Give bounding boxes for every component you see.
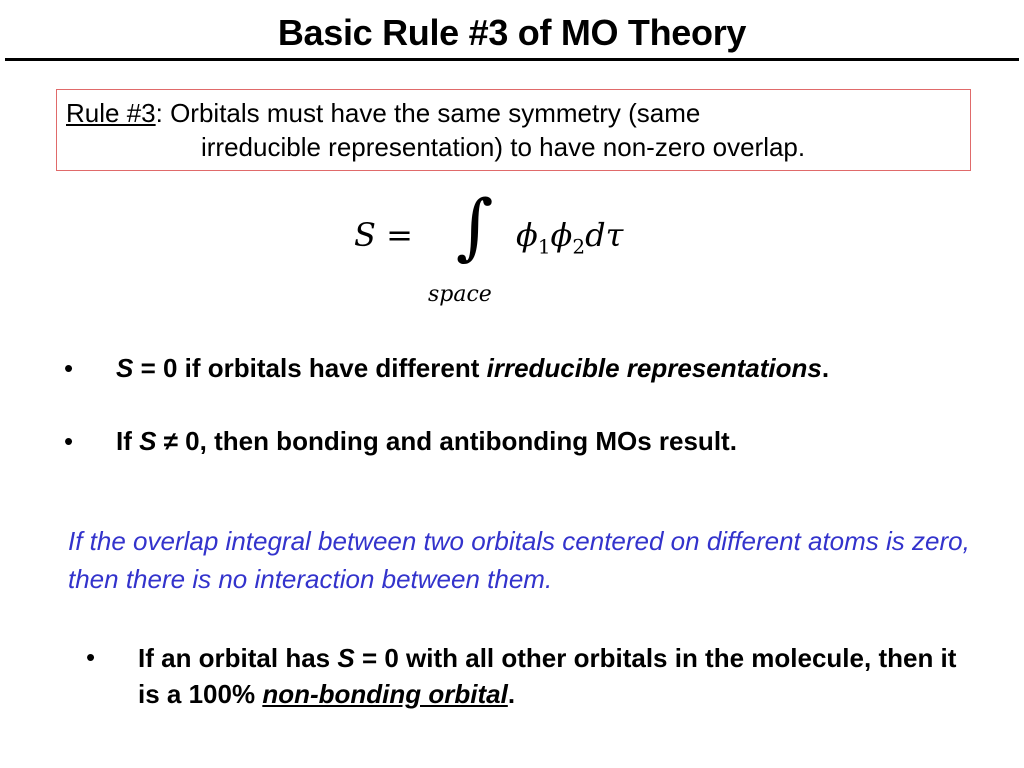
bullet-text-part: = 0 with all other orbitals in the molecule, then it is a 100% xyxy=(138,643,957,709)
bullet-text xyxy=(138,640,978,712)
phi-2: ϕ xyxy=(550,216,573,254)
integral-lower-limit: space xyxy=(428,282,492,307)
rule-line-1 xyxy=(66,96,970,130)
overlap-symbol: S xyxy=(139,426,157,456)
overlap-integral-equation xyxy=(340,184,680,310)
bullet-text xyxy=(116,351,829,385)
rule-text-2: irreducible representation) to have non-zero overlap. xyxy=(201,132,806,162)
emphasis-non-bonding-orbital: non-bonding orbital xyxy=(262,679,508,709)
rule-text-1: : Orbitals must have the same symmetry (same xyxy=(155,98,701,128)
overlap-symbol: S xyxy=(337,643,355,673)
rule-box xyxy=(56,89,971,171)
phi-2-subscript: 2 xyxy=(572,234,586,259)
differential: dτ xyxy=(585,216,624,254)
phi-1-subscript: 1 xyxy=(537,234,551,259)
bullet-text-end: . xyxy=(821,353,830,383)
overlap-note: If the overlap integral between two orbitals centered on different atoms is zero, then there is no interaction between them. xyxy=(68,526,970,594)
overlap-symbol: S xyxy=(116,353,134,383)
equation-lhs: S = xyxy=(354,216,413,254)
title-divider xyxy=(5,58,1019,61)
phi-1: ϕ xyxy=(516,216,538,254)
equation-integrand xyxy=(516,216,623,258)
bullet-text-part: ≠ 0, then bonding and antibonding MOs result. xyxy=(156,426,737,456)
slide-title: Basic Rule #3 of MO Theory xyxy=(277,12,747,53)
emphasis-irreducible-representations: irreducible representations xyxy=(486,353,822,383)
bullet-text-part: = 0 if orbitals have different xyxy=(133,353,487,383)
bullet-text-prefix: If xyxy=(116,426,140,456)
bullet-marker: • xyxy=(64,353,74,383)
bullet-text-end: . xyxy=(507,679,516,709)
bullet-marker: • xyxy=(64,426,74,456)
bullet-text-prefix: If an orbital has xyxy=(138,643,338,673)
rule-label: Rule #3 xyxy=(66,98,156,128)
bullet-marker: • xyxy=(86,642,96,672)
integral-sign: ∫ xyxy=(456,184,494,268)
bullet-text xyxy=(116,424,737,458)
